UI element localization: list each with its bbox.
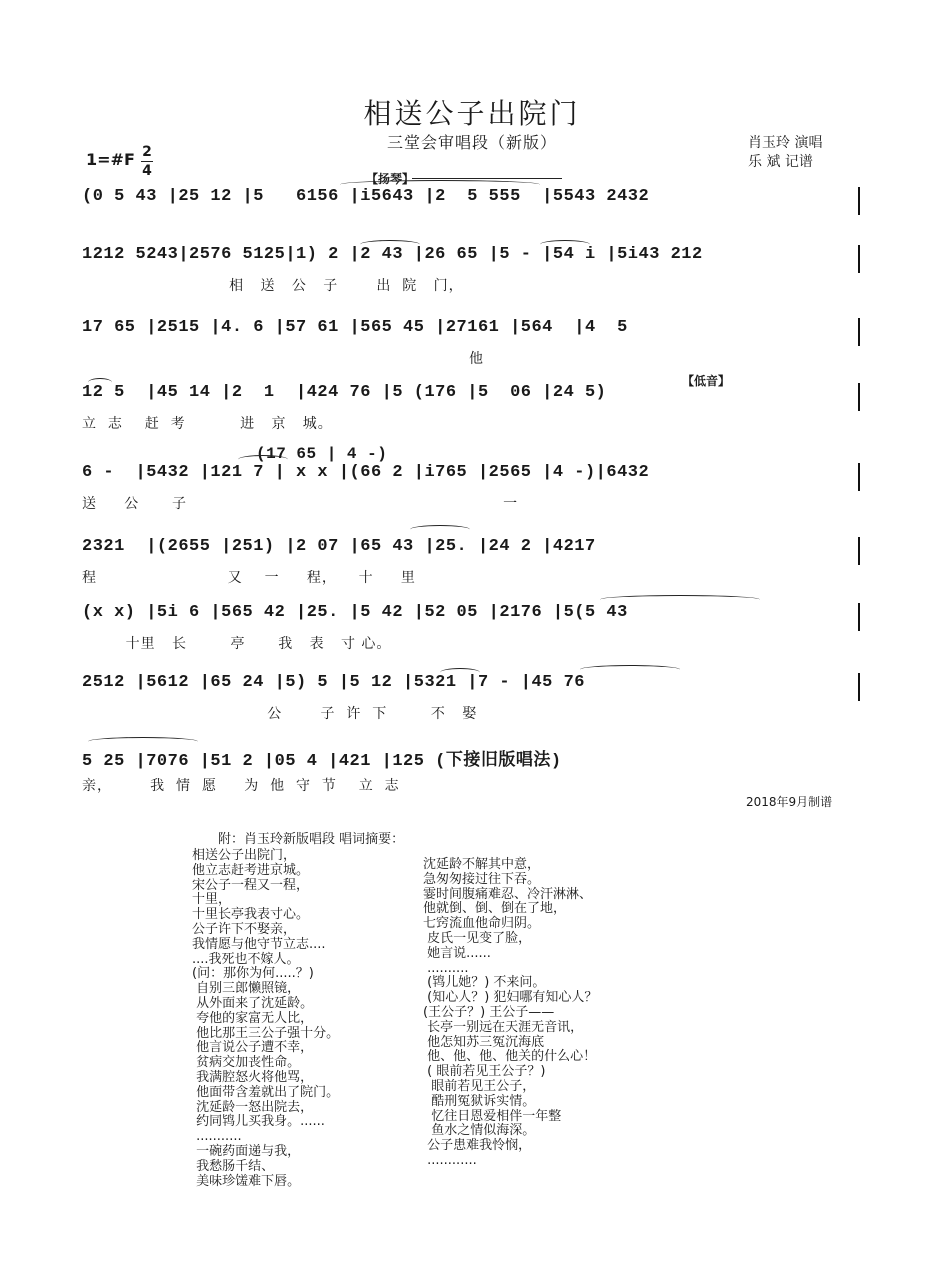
yangqin-annotation: 【扬琴】	[366, 172, 415, 186]
lyric-line: ....我死也不嫁人。	[192, 951, 300, 967]
slur-mark	[600, 595, 760, 604]
lyric-line: 她言说......	[423, 945, 491, 961]
lyric-line: 相送公子出院门，	[192, 848, 297, 863]
score-lyrics-row: 送 公 子 一	[82, 496, 519, 512]
lyric-line: 他立志赶考进京城。	[192, 862, 310, 878]
lyric-line: 我情愿与他守节立志....	[192, 936, 326, 952]
lyric-line: 美味珍馐难下唇。	[192, 1173, 301, 1189]
lyric-line: 我满腔怒火将他骂，	[192, 1069, 314, 1085]
slur-mark	[540, 240, 590, 249]
lyric-line: 眼前若见王公子，	[423, 1078, 536, 1094]
lyric-line: 我愁肠千结、	[192, 1158, 275, 1174]
slur-mark	[340, 180, 540, 189]
slur-mark	[440, 668, 480, 677]
score-lyrics-row: 程 又 一 程， 十 里	[82, 570, 416, 586]
lyric-line: 十里，	[192, 892, 232, 908]
score-barline	[858, 603, 860, 631]
slur-mark	[88, 378, 112, 387]
score-notes-row: 5 25 |7076 |51 2 |05 4 |421 |125 (下接旧版唱法)	[82, 752, 562, 771]
score-lyrics-row: 相 送 公 子 出 院 门，	[82, 278, 464, 294]
lyric-line: 长亭一别远在天涯无音讯，	[423, 1019, 584, 1035]
lyric-line: 沈延龄不解其中意，	[423, 857, 541, 872]
lyric-line: 公子患难我怜悯，	[423, 1138, 532, 1154]
singer-credit: 肖玉玲 演唱	[748, 135, 823, 151]
slur-mark	[580, 665, 680, 674]
score-barline	[858, 318, 860, 346]
slur-mark	[238, 455, 288, 464]
score-notes-row: 17 65 |2515 |4. 6 |57 61 |565 45 |27161 |564 |4 5	[82, 318, 628, 337]
score-barline	[858, 463, 860, 491]
score-barline	[858, 537, 860, 565]
slur-mark	[410, 525, 470, 534]
time-bottom: 4	[142, 163, 152, 179]
score-notes-row: (0 5 43 |25 12 |5 6156 |i5643 |2 5 555 |5543 2432	[82, 187, 650, 206]
appendix-left-column	[192, 849, 339, 1189]
lyric-line: (知心人？) 犯妇哪有知心人？	[423, 990, 598, 1006]
lyric-line: ..........	[423, 960, 469, 976]
lyric-line: 贫病交加丧性命。	[192, 1055, 301, 1071]
lyric-line: 酷刑冤狱诉实情。	[423, 1093, 536, 1109]
lyric-line: 约同鸨儿买我身。......	[192, 1114, 325, 1130]
score-lyrics-row: 公 子 许 下 不 娶	[82, 706, 478, 722]
lyric-line: 他言说公子遭不幸，	[192, 1040, 314, 1056]
score-lyrics-row: 他	[82, 351, 484, 367]
slur-mark	[360, 240, 420, 249]
lyric-line: 一碗药面递与我，	[192, 1143, 301, 1159]
lyric-line: 夸他的家富无人比，	[192, 1010, 314, 1026]
score-notes-row: 12 5 |45 14 |2 1 |424 76 |5 (176 |5 06 |24 5)	[82, 383, 607, 402]
lyric-line: ............	[423, 1152, 477, 1168]
lyric-line: 鱼水之情似海深。	[423, 1123, 536, 1139]
page-title: 相送公子出院门	[363, 97, 581, 130]
lyric-line: ( 眼前若见王公子？)	[423, 1064, 546, 1080]
diyin-annotation: 【低音】	[682, 374, 731, 388]
appendix-right-column	[423, 858, 597, 1169]
lyric-line: 他面带含羞就出了院门。	[192, 1084, 340, 1100]
time-top: 2	[142, 144, 152, 160]
lyric-line: 霎时间腹痛难忍、冷汗淋淋、	[423, 886, 593, 902]
score-notes-row: 2321 |(2655 |251) |2 07 |65 43 |25. |24 2 |4217	[82, 537, 596, 556]
lyric-line: 他、他、他、他关的什么心！	[423, 1049, 597, 1065]
lyric-line: 七窍流血他命归阴。	[423, 916, 541, 932]
score-lyrics-row: 十里 长 亭 我 表 寸 心。	[82, 636, 392, 652]
key-signature: 1=#F	[86, 150, 135, 169]
score-tail-notes: (17 65 | 4 -)	[256, 445, 388, 463]
footer-date: 2018年9月制谱	[746, 795, 833, 809]
lyric-line: 忆往日恩爱相伴一年整	[423, 1108, 562, 1124]
lyric-line: 急匆匆接过往下吞。	[423, 871, 541, 887]
lyric-line: (问：那你为何.....？)	[192, 966, 314, 982]
lyric-line: 从外面来了沈延龄。	[192, 995, 314, 1011]
score-notes-row: (x x) |5i 6 |565 42 |25. |5 42 |52 05 |2176 |5(5 43	[82, 603, 628, 622]
score-notes-row: 2512 |5612 |65 24 |5) 5 |5 12 |5321 |7 - |45 76	[82, 673, 585, 692]
lyric-line: (鸨儿她？) 不来问。	[423, 975, 546, 991]
time-divider	[141, 161, 153, 162]
score-barline	[858, 245, 860, 273]
lyric-line: ...........	[192, 1129, 242, 1145]
lyric-line: 皮氏一见变了脸，	[423, 930, 532, 946]
time-signature	[141, 144, 153, 179]
lyric-line: 他就倒、倒、倒在了地，	[423, 901, 567, 917]
score-barline	[858, 383, 860, 411]
lyric-line: 十里长亭我表寸心。	[192, 907, 310, 923]
lyric-line: 他怎知苏三冤沉海底	[423, 1034, 545, 1050]
slur-mark	[88, 737, 198, 746]
score-notes-row: 6 - |5432 |121 7 | x x |(66 2 |i765 |2565 |4 -)|6432	[82, 463, 650, 482]
score-barline	[858, 187, 860, 215]
lyric-line: 自别三郎懒照镜，	[192, 981, 301, 997]
score-notes-row: 1212 5243|2576 5125|1) 2 |2 43 |26 65 |5 - |54 i |5i43 212	[82, 245, 703, 264]
score-barline	[858, 673, 860, 701]
notator-credit: 乐 斌 记谱	[748, 154, 813, 170]
lyric-line: 沈延龄一怒出院去，	[192, 1099, 314, 1115]
lyric-line: 他比那王三公子强十分。	[192, 1025, 340, 1041]
score-lyrics-row: 立 志 赶 考 进 京 城。	[82, 416, 333, 432]
lyric-line: (王公子？) 王公子——	[423, 1004, 555, 1020]
lyric-line: 宋公子一程又一程，	[192, 877, 310, 893]
lyric-line: 公子许下不娶亲，	[192, 921, 297, 937]
subtitle: 三堂会审唱段（新版）	[386, 133, 557, 152]
appendix-heading: 附：肖玉玲新版唱段 唱词摘要：	[218, 832, 405, 847]
score-lyrics-row: 亲， 我 情 愿 为 他 守 节 立 志	[82, 778, 400, 794]
